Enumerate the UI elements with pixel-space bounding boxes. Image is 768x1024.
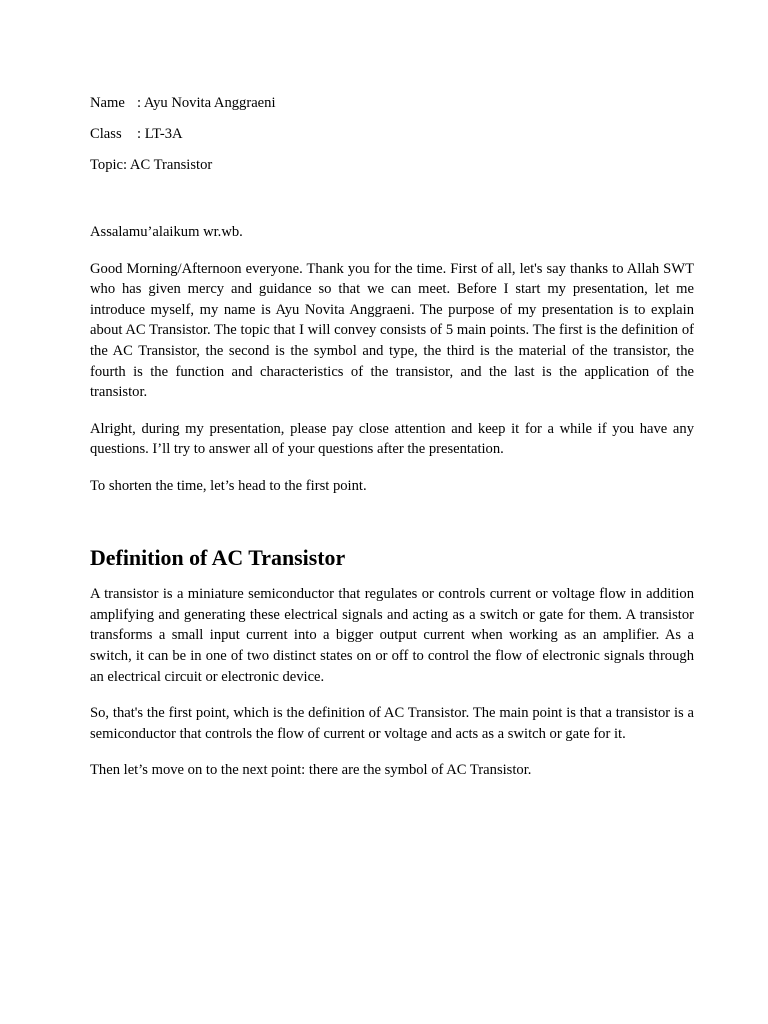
next-point-paragraph: Then let’s move on to the next point: there are the symbol of AC Transistor.: [90, 762, 532, 779]
document-page: [90, 93, 694, 781]
transition-paragraph: To shorten the time, let’s head to the first point.: [90, 477, 367, 494]
class-label: Class: [90, 126, 122, 142]
definition-paragraph: A transistor is a miniature semiconductor that regulates or controls current or voltage flow in addition amplifying and generating these electrical signals and acting as a switch or gate for them. A transistor transforms a small input current into a bigger output current when working as an amplifier. As a switch, it can be in one of two distinct states on or off to control the flow of electronic signals through an electrical circuit or electronic device.: [90, 586, 694, 685]
name-value: : Ayu Novita Anggraeni: [137, 95, 276, 111]
name-line: [90, 93, 694, 113]
class-value: : LT-3A: [137, 126, 183, 142]
class-line: [90, 124, 694, 144]
topic-label: Topic: [90, 157, 124, 173]
intro-paragraph: Good Morning/Afternoon everyone. Thank you for the time. First of all, let's say thanks to Allah SWT who has given mercy and guidance so that we can meet. Before I start my presentation, let me introduce myself, my name is Ayu Novita Anggraeni. The purpose of my presentation is to explain about AC Transistor. The topic that I will convey consists of 5 main points. The first is the definition of the AC Transistor, the second is the symbol and type, the third is the material of the transistor, the fourth is the function and characteristics of the transistor, and the last is the application of the transistor.: [90, 260, 694, 401]
definition-heading: Definition of AC Transistor: [90, 544, 346, 570]
attention-paragraph: Alright, during my presentation, please pay close attention and keep it for a while if you have any questions. I’ll try to answer all of your questions after the presentation.: [90, 420, 694, 458]
summary-paragraph: So, that's the first point, which is the definition of AC Transistor. The main point is that a transistor is a semiconductor that controls the flow of current or voltage and acts as a switch or gate for it.: [90, 705, 694, 742]
topic-value: : AC Transistor: [123, 157, 213, 173]
topic-line: [90, 155, 694, 175]
name-label: Name: [90, 95, 125, 111]
greeting-paragraph: Assalamu’alaikum wr.wb.: [90, 224, 243, 240]
